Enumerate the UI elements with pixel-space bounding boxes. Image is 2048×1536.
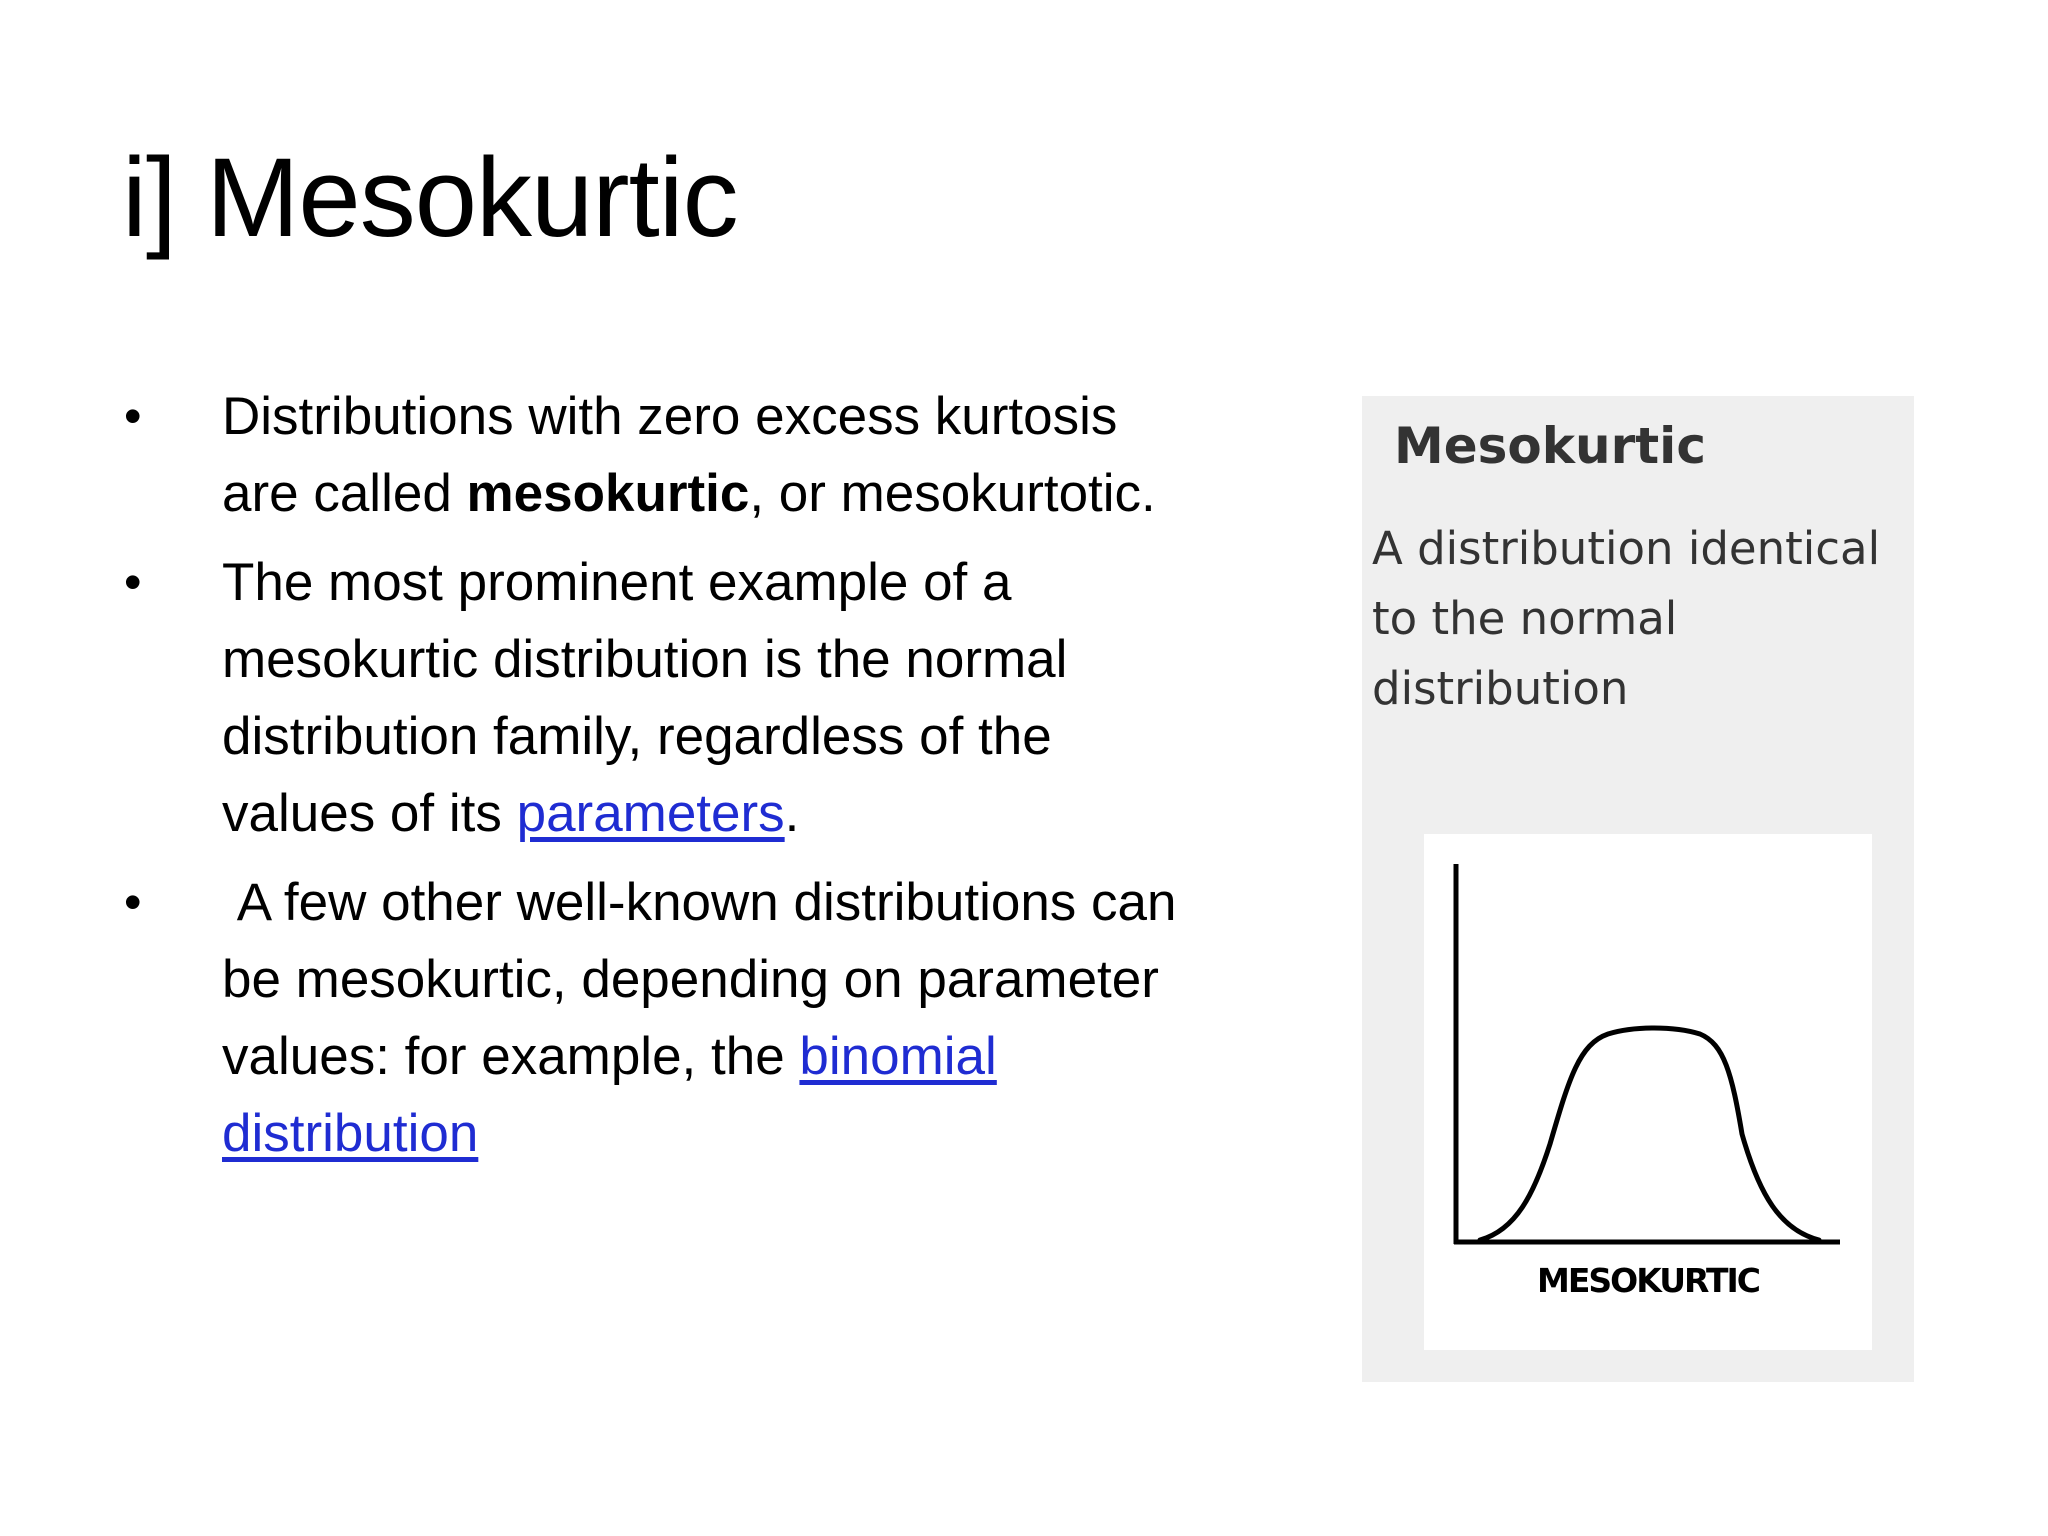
bullet-text-segment: Distributions with zero excess kurtosis are called	[222, 387, 1118, 523]
bullet-text-segment: A few other well-known distributions can be mesokurtic, depending on parameter values: for example, the	[222, 873, 1192, 1086]
bullet-text	[222, 378, 1192, 532]
bullet-dot-icon: •	[124, 874, 142, 930]
parameters-link[interactable]: parameters	[516, 784, 785, 843]
figure-caption: A distribution identical to the normal distribution	[1372, 522, 1881, 715]
bullet-text-segment: .	[784, 784, 800, 843]
bold-term-mesokurtic: mesokurtic	[466, 464, 750, 523]
distribution-plot-svg	[1424, 834, 1872, 1350]
mesokurtic-curve	[1480, 1028, 1819, 1240]
slide-title: i] Mesokurtic	[122, 135, 738, 260]
bullet-text	[222, 864, 1192, 1172]
bullet-text-segment: , or mesokurtotic.	[749, 464, 1156, 523]
bullet-text	[222, 544, 1192, 852]
bullet-item	[122, 544, 1192, 852]
figure-title: Mesokurtic	[1394, 417, 1706, 475]
bullet-item	[122, 378, 1192, 532]
bullet-dot-icon: •	[124, 388, 142, 444]
plot-label: MESOKURTIC	[1537, 1261, 1759, 1300]
bullet-list	[122, 378, 1192, 1184]
bullet-dot-icon: •	[124, 554, 142, 610]
bullet-item	[122, 864, 1192, 1172]
binomial-distribution-link[interactable]: binomial distribution	[222, 1027, 997, 1163]
bullet-text-segment: The most prominent example of a mesokurtic distribution is the normal distribution family, regardless of the values of its	[222, 553, 1068, 843]
mesokurtic-figure	[1362, 396, 1914, 1382]
distribution-plot	[1424, 834, 1872, 1350]
